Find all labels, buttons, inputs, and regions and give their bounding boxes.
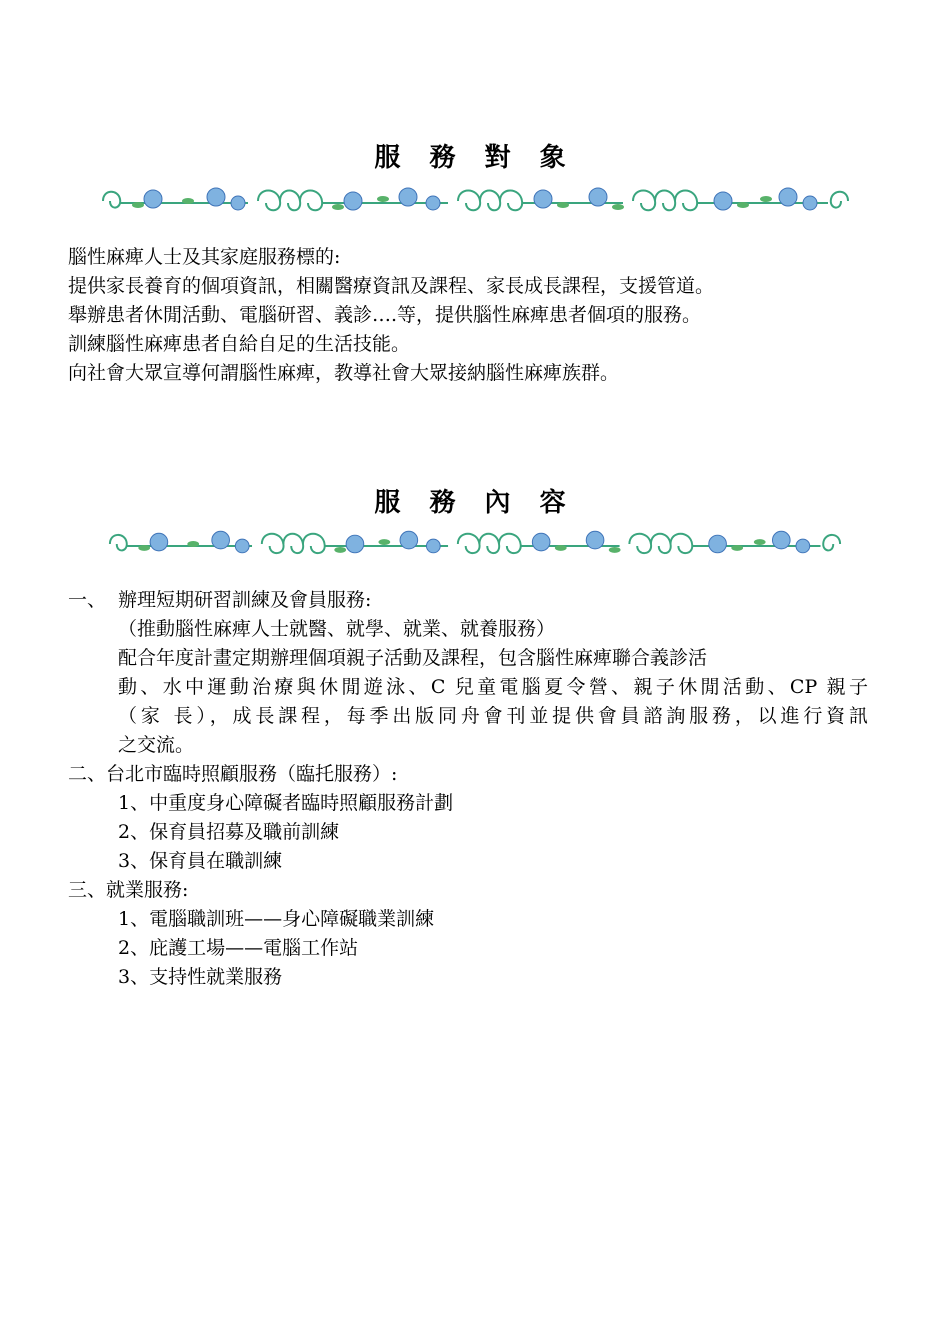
text-line: 訓練腦性麻痺患者自給自足的生活技能。	[68, 333, 411, 355]
text-line: 提供家長養育的個項資訊，相關醫療資訊及課程、家長成長課程，支援管道。	[68, 275, 715, 297]
service-contents-list	[68, 586, 868, 992]
list-item-subtitle: （推動腦性麻痺人士就醫、就學、就業、就養服務）	[118, 618, 556, 640]
list-item-heading: 三、就業服務:	[68, 879, 189, 901]
floral-vine-divider	[105, 524, 845, 564]
text-line: 向社會大眾宣導何謂腦性麻痺，教導社會大眾接納腦性麻痺族群。	[68, 362, 620, 384]
section-title-service-targets: 服 務 對 象	[374, 143, 576, 173]
sub-list-item: 3、保育員在職訓練	[118, 850, 283, 872]
text-line: 舉辦患者休閒活動、電腦研習、義診….等，提供腦性麻痺患者個項的服務。	[68, 304, 702, 326]
section-title-service-contents: 服 務 內 容	[374, 488, 576, 518]
text-line-content: 動、水中運動治療與休閒遊泳、C 兒童電腦夏令營、親子休閒活動、CP 親子	[118, 676, 868, 698]
sub-list-item: 1、中重度身心障礙者臨時照顧服務計劃	[118, 792, 454, 814]
text-line	[68, 702, 868, 731]
text-line	[68, 673, 868, 702]
list-item-heading	[68, 586, 868, 615]
text-line: 腦性麻痺人士及其家庭服務標的:	[68, 246, 341, 268]
sub-list-item: 3、支持性就業服務	[118, 966, 283, 988]
list-marker: 一、	[68, 589, 107, 611]
sub-list-item: 1、電腦職訓班——身心障礙職業訓練	[118, 908, 435, 930]
text-line: 之交流。	[118, 734, 195, 756]
list-item-heading: 二、台北市臨時照顧服務（臨托服務）:	[68, 763, 398, 785]
sub-list-item: 2、庇護工場——電腦工作站	[118, 937, 359, 959]
text-line-content: （家 長），成長課程，每季出版同舟會刊並提供會員諮詢服務，以進行資訊	[118, 705, 868, 727]
text-line	[68, 644, 868, 673]
text-line-content: 配合年度計畫定期辦理個項親子活動及課程，包含腦性麻痺聯合義診活	[118, 647, 708, 669]
list-item-title: 辦理短期研習訓練及會員服務:	[118, 589, 372, 611]
floral-vine-divider	[98, 181, 853, 221]
service-targets-text	[68, 243, 714, 388]
sub-list-item: 2、保育員招募及職前訓練	[118, 821, 340, 843]
